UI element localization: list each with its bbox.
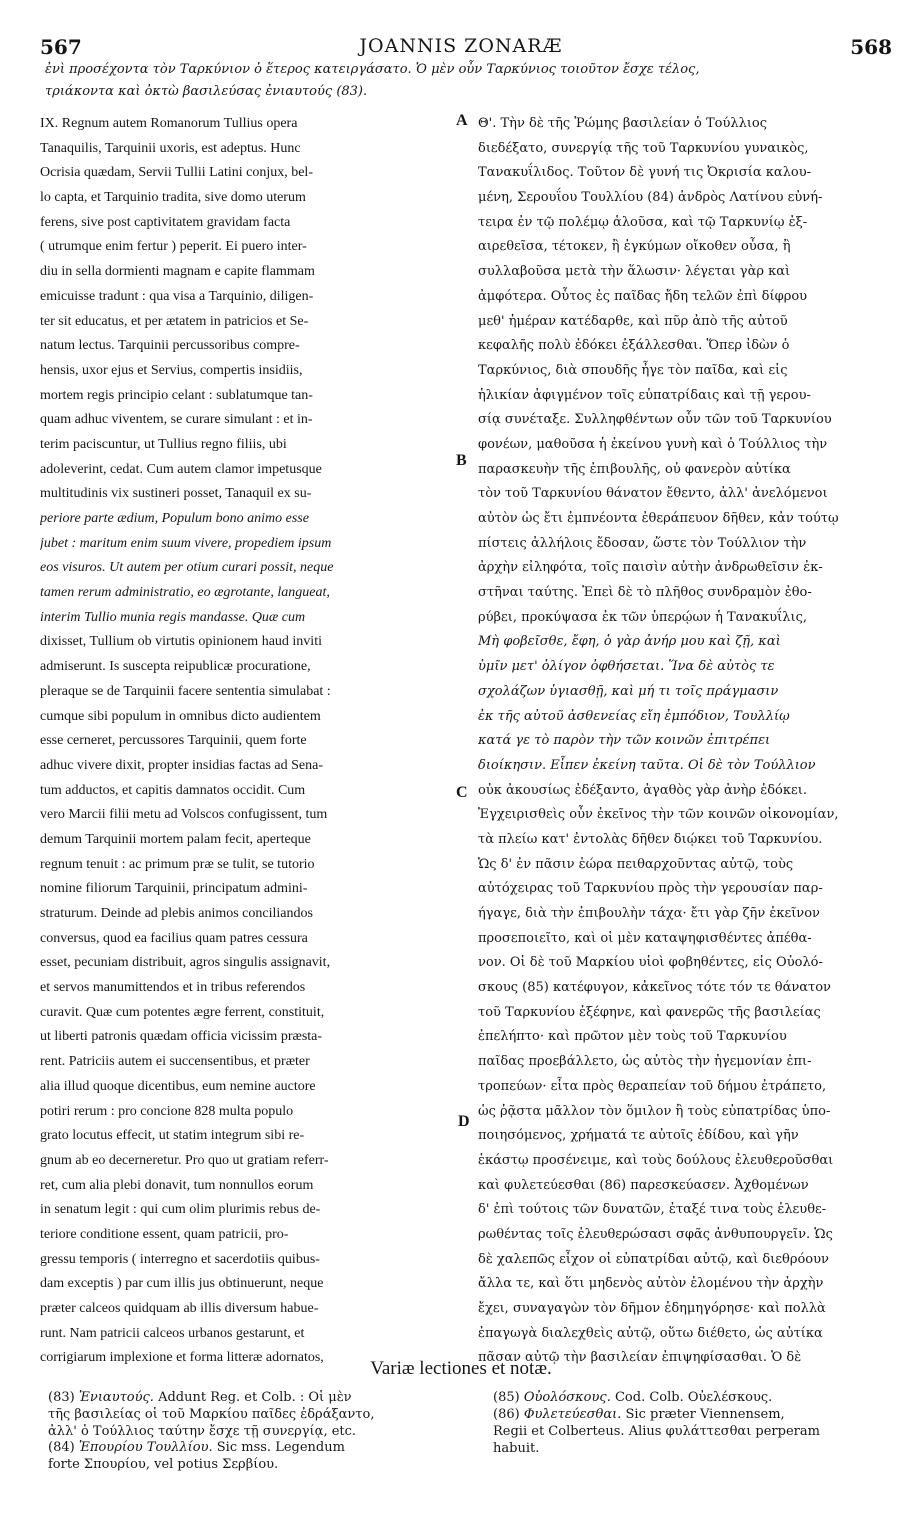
- latin-text-line: runt. Nam patricii calceos urbanos gestarunt, et: [40, 1325, 305, 1341]
- footnote-line: [48, 1389, 468, 1406]
- footnote-lemma: Ἐπουρίου Τουλλίου.: [78, 1440, 213, 1455]
- greek-text-line: ἀμφότερα. Οὗτος ἐς παῖδας ἤδη τελῶν ἐπὶ δίφρου: [478, 288, 808, 304]
- latin-text-line: adhuc vivere dixit, propter insidias factas ad Sena-: [40, 757, 324, 773]
- latin-text-line: in senatum legit : qui cum olim plurimis rebus de-: [40, 1202, 321, 1218]
- latin-text-line: quam adhuc viventem, se curare simulant : et in-: [40, 412, 313, 428]
- latin-text-line: curavit. Quæ cum potentes ægre ferrent, constituit,: [40, 1004, 325, 1020]
- greek-text-line: φονέων, μαθοῦσα ἡ ἐκείνου γυνὴ καὶ ὁ Τούλλιος τὴν: [478, 436, 828, 452]
- greek-text-line: ήγαγε, διὰ τὴν ἐπιβουλὴν τάχα· ἔτι γὰρ ζῆν ἐκεῖνον: [478, 906, 820, 921]
- greek-text-line: πᾶσαν αὐτῷ τὴν βασιλείαν ἐπιψηφίσασθαι. Ὁ δὲ: [478, 1350, 802, 1366]
- latin-text-line: tum adductos, et capitis damnatos occidit. Cum: [40, 782, 306, 798]
- footnote-ref: (86): [493, 1407, 520, 1422]
- margin-marker-b: B: [456, 452, 467, 469]
- greek-top-line: τριάκοντα καὶ ὀκτὼ βασιλεύσας ἐνιαυτούς (83).: [45, 84, 368, 99]
- latin-text-line: demum Tarquinii mortem palam fecit, aperteque: [40, 831, 311, 847]
- margin-marker-a: A: [456, 112, 468, 129]
- greek-text-line: δ' ἐπὶ τούτοις τῶν δυνατῶν, ἐταξέ τινα τοὺς ἐλευθε-: [478, 1202, 827, 1218]
- greek-text-line: Θ'. Τὴν δὲ τῆς Ῥώμης βασιλείαν ὁ Τούλλιος: [478, 116, 768, 131]
- greek-text-line: ρωθέντας τοῖς ἐλευθερώσασι σφᾶς ἀνθυπουργεῖν. Ὡς: [478, 1226, 833, 1242]
- footnote-ref: (83): [48, 1390, 75, 1405]
- greek-text-line: ὡς ῥᾷστα μᾶλλον τὸν ὅμιλον ἢ τοὺς εὐπατρίδας ὑπο-: [478, 1103, 831, 1119]
- latin-text-line: pleraque se de Tarquinii facere sententia simulabat :: [40, 683, 331, 699]
- greek-text-line: παῖδας προεβάλλετο, ὡς αὐτὸς τὴν ἡγεμονίαν ἐπι-: [478, 1054, 812, 1070]
- greek-text-line: αὐτὸν ὡς ἔτι ἐμπνέοντα ἐθεράπευον δῆθεν, κἀν τούτῳ: [478, 511, 839, 526]
- latin-text-line: dixisset, Tullium ob virtutis opinionem haud inviti: [40, 634, 322, 650]
- greek-text-line: παρασκευὴν τῆς ἐπιβουλῆς, οὐ φανερὸν αὐτίκα: [478, 461, 791, 477]
- latin-text-line: dam exceptis ) par cum illis jus obtinuerunt, neque: [40, 1276, 324, 1292]
- latin-text-line: lo capta, et Tarquinio tradita, sive domo uterum: [40, 190, 306, 206]
- greek-text-line: σίᾳ συνέταξε. Συλληφθέντων οὖν τῶν τοῦ Ταρκυνίου: [478, 412, 832, 428]
- greek-text-line: ρύβει, προκύψασα ἐκ τῶν ὑπερῴων ἡ Τανακυΐλις,: [478, 609, 808, 625]
- footnote-ref: (84): [48, 1440, 75, 1455]
- footnote-text: Sic præter Viennensem,: [625, 1407, 785, 1422]
- greek-text-line: Μὴ φοβεῖσθε, ἔφη, ὁ γὰρ ἀνήρ μου καὶ ζῇ, καὶ: [478, 634, 781, 650]
- latin-text-line: multitudinis vix sustineri posset, Tanaquil ex su-: [40, 486, 312, 502]
- latin-text-line: Tanaquilis, Tarquinii uxoris, est adeptus. Hunc: [40, 140, 301, 156]
- footnote-line: [493, 1389, 903, 1406]
- footnote-line: forte Σπουρίου, vel potius Σερβίου.: [48, 1457, 279, 1472]
- footnote-text: Cod. Colb. Οὐελέσκους.: [614, 1390, 773, 1405]
- greek-text-line: δὲ χαλεπῶς εἶχον οἱ εὐπατρίδαι αὐτῷ, καὶ διεθρόουν: [478, 1251, 829, 1267]
- greek-text-line: αιρεθεῖσα, τέτοκεν, ἢ ἐγκύμων οἴκοθεν οὖσα, ἢ: [478, 239, 791, 255]
- greek-text-line: ἔχει, συναγαγὼν τὸν δῆμον ἐδημηγόρησε· καὶ πολλὰ: [478, 1301, 826, 1316]
- greek-text-line: ποιησόμενος, χρήματά τε αὐτοῖς ἐδίδου, καὶ γῆν: [478, 1128, 799, 1144]
- latin-text-line: jubet : maritum enim suum vivere, propediem ipsum: [40, 535, 332, 551]
- greek-text-line: ὑμῖν μετ' ὀλίγον ὀφθήσεται. Ἵνα δὲ αὐτὸς τε: [478, 659, 775, 675]
- latin-text-line: regnum tenuit : ac primum præ se tulit, se tutorio: [40, 856, 315, 872]
- footnote-83: [48, 1389, 468, 1440]
- latin-column: [40, 112, 452, 1371]
- latin-text-line: ut liberti patronis quædam officia vicissim præsta-: [40, 1029, 323, 1045]
- footnote-text: Sic mss. Legendum: [216, 1440, 345, 1455]
- latin-text-line: corrigiarum implexione et forma litteræ adornatos,: [40, 1350, 324, 1366]
- latin-text-line: natum lectus. Tarquinii percussoribus compre-: [40, 338, 300, 354]
- footnote-text: Addunt Reg. et Colb. : Οἱ μὲν: [158, 1390, 352, 1405]
- footnote-line: ἀλλ' ὁ Τούλλιος ταύτην ἔσχε τῇ συνεργίᾳ, etc.: [48, 1424, 357, 1439]
- greek-column: [478, 112, 898, 1371]
- greek-text-line: προσεποιεῖτο, καὶ οἱ μὲν καταψηφισθέντες ἀπέθα-: [478, 930, 812, 946]
- page-number-right: 568: [850, 35, 892, 59]
- greek-text-line: τροπεύων· εἶτα πρὸς θεραπείαν τοῦ δήμου ἐτράπετο,: [478, 1078, 827, 1094]
- latin-text-line: tamen rerum administratio, eo ægrotante, langueat,: [40, 585, 330, 601]
- latin-text-line: mortem regis principio celant : sublatumque tan-: [40, 387, 313, 403]
- greek-text-line: μένη, Σερουΐου Τουλλίου (84) ἀνδρὸς Λατίνου εὐνή-: [478, 190, 823, 206]
- latin-text-line: gressu temporis ( interregno et sacerdotiis quibus-: [40, 1251, 320, 1267]
- latin-text-line: cumque sibi populum in omnibus dicto audientem: [40, 708, 321, 724]
- margin-marker-d: D: [458, 1113, 470, 1130]
- greek-text-line: στῆναι ταύτης. Ἐπεὶ δὲ τὸ πλῆθος συνδραμὸν ἐθο-: [478, 585, 812, 601]
- greek-text-line: τοῦ Ταρκυνίου ἐξέφηνε, καὶ φανερῶς τῆς βασιλείας: [478, 1004, 821, 1020]
- greek-text-line: ἄλλα τε, καὶ ὅτι μηδενὸς αὐτὸν ἑλομένου τὴν ἀρχὴν: [478, 1276, 824, 1292]
- greek-text-line: Τανακυΐλιδος. Τοῦτον δὲ γυνή τις Ὀκρισία καλου-: [478, 165, 812, 181]
- greek-text-line: ἡλικίαν ἀφιγμένον τοῖς εὐπατρίδαις καὶ τῇ γερου-: [478, 387, 811, 403]
- greek-text-line: μεθ' ἡμέραν κατέδαρθε, καὶ πῦρ ἀπὸ τῆς αὐτοῦ: [478, 313, 788, 329]
- greek-text-line: πίστεις ἀλλήλοις ἔδοσαν, ὥστε τὸν Τούλλιον τὴν: [478, 535, 807, 551]
- latin-text-line: interim Tullio munia regis mandasse. Quæ cum: [40, 609, 306, 625]
- greek-text-line: σκους (85) κατέφυγον, κἀκεῖνος τότε τόν τε θάνατον: [478, 980, 831, 996]
- latin-text-line: præter calceos quidquam ab illis diversum habue-: [40, 1301, 319, 1316]
- latin-text-line: ( utrumque enim fertur ) peperit. Ei puero inter-: [40, 239, 307, 255]
- greek-text-line: ἀρχὴν εἰληφότα, τοῖς παισὶν αὐτὴν ἀνδρωθεῖσιν ἐκ-: [478, 560, 823, 576]
- latin-text-line: hensis, uxor ejus et Servius, compertis insidiis,: [40, 362, 303, 378]
- running-title: JOANNIS ZONARÆ: [359, 35, 563, 57]
- footnote-line: Regii et Colberteus. Alius φυλάττεσθαι perperam: [493, 1424, 820, 1439]
- latin-text-line: potiri rerum : pro concione 828 multa populo: [40, 1103, 294, 1119]
- footnote-lemma: Οὐολόσκους.: [523, 1390, 611, 1405]
- latin-text-line: nomine filiorum Tarquinii, principatum admini-: [40, 881, 308, 897]
- greek-text-line: συλλαβοῦσα μετὰ τὴν ἅλωσιν· λέγεται γὰρ καὶ: [478, 264, 791, 280]
- footnote-line: [48, 1439, 468, 1456]
- latin-text-line: gnum ab eo decerneretur. Pro quo ut gratiam referr-: [40, 1152, 329, 1168]
- latin-text-line: grato locutus effecit, ut statim integrum sibi re-: [40, 1128, 305, 1144]
- greek-text-line: κεφαλῆς πολὺ ἐδόκει ἐξάλλεσθαι. Ὅπερ ἰδὼν ὁ: [478, 338, 790, 354]
- latin-text-line: ter sit educatus, et per ætatem in patricios et Se-: [40, 313, 309, 329]
- footnote-84: [48, 1439, 468, 1473]
- greek-text-line: κατά γε τὸ παρὸν τὴν τῶν κοινῶν ἐπιτρέπει: [478, 733, 771, 749]
- notes-heading: Variæ lectiones et notæ.: [370, 1358, 552, 1379]
- latin-text-line: esset, pecuniam distribuit, agros singulis assignavit,: [40, 955, 331, 971]
- footnote-line: [493, 1406, 903, 1423]
- greek-text-line: διοίκησιν. Εἶπεν ἐκείνη ταῦτα. Οἱ δὲ τὸν Τούλλιον: [478, 757, 816, 773]
- latin-text-line: eos visuros. Ut autem per otium curari possit, neque: [40, 560, 334, 576]
- latin-text-line: rent. Patriciis autem ei succensentibus, et præter: [40, 1054, 310, 1070]
- footnote-lemma: Ἐνιαυτούς.: [78, 1390, 154, 1405]
- greek-text-line: ἑκάστῳ προσένειμε, καὶ τοὺς δούλους ἐλευθεροῦσθαι: [478, 1152, 834, 1168]
- margin-marker-c: C: [456, 784, 468, 801]
- greek-text-line: νον. Οἱ δὲ τοῦ Μαρκίου υἱοὶ φοβηθέντες, εἰς Οὐολό-: [478, 955, 823, 971]
- latin-text-line: esse cerneret, percussores Tarquinii, quem forte: [40, 733, 307, 749]
- latin-text-line: conversus, quod ea facilius quam patres cessura: [40, 930, 308, 946]
- footnote-ref: (85): [493, 1390, 520, 1405]
- latin-text-line: ret, cum alia plebi donavit, tum nonnullos eorum: [40, 1177, 314, 1193]
- latin-text-line: et servos manumittendos et in tribus referendos: [40, 980, 306, 996]
- latin-text-line: terim paciscuntur, ut Tullius regno filiis, ubi: [40, 436, 287, 452]
- footnote-85: [493, 1389, 903, 1406]
- greek-text-line: τὸν τοῦ Ταρκυνίου θάνατον ἔθεντο, ἀλλ' ἀνελόμενοι: [478, 486, 828, 502]
- page-number-left: 567: [40, 35, 82, 59]
- latin-text-line: diu in sella dormienti magnam e capite flammam: [40, 264, 315, 280]
- latin-text-line: Ocrisia quædam, Servii Tullii Latini conjux, bel-: [40, 165, 313, 181]
- greek-text-line: τὰ πλείω κατ' ἐντολὰς δῆθεν διῴκει τοῦ Ταρκυνίου.: [478, 831, 823, 847]
- latin-text-line: emicuisse tradunt : qua visa a Tarquinio, diligen-: [40, 288, 314, 304]
- greek-text-line: καὶ φυλετεύεσθαι (86) παρεσκεύασεν. Ἀχθομένων: [478, 1177, 809, 1193]
- latin-text-line: ferens, sive post captivitatem gravidam facta: [40, 214, 291, 230]
- latin-text-line: teriore conditione essent, quam patricii, pro-: [40, 1226, 289, 1242]
- greek-text-line: διεδέξατο, συνεργίᾳ τῆς τοῦ Ταρκυνίου γυναικὸς,: [478, 140, 809, 156]
- footnote-line: habuit.: [493, 1441, 540, 1456]
- footnote-line: τῆς βασιλείας οἱ τοῦ Μαρκίου παῖδες ἐδράξαντο,: [48, 1407, 375, 1422]
- latin-text-line: straturum. Deinde ad plebis animos conciliandos: [40, 906, 313, 921]
- latin-text-line: admiserunt. Is suscepta reipublicæ procuratione,: [40, 659, 311, 675]
- greek-text-line: αὐτόχειρας τοῦ Ταρκυνίου πρὸς τὴν γερουσίαν παρ-: [478, 881, 823, 897]
- footnote-lemma: Φυλετεύεσθαι.: [523, 1407, 622, 1422]
- latin-text-line: vero Marcii filii metu ad Volscos confugissent, tum: [40, 807, 328, 823]
- latin-text-line: alia illud quoque dicentibus, eum nemine auctore: [40, 1078, 316, 1094]
- latin-text-line: adoleverint, cedat. Cum autem clamor impetusque: [40, 461, 322, 477]
- greek-text-line: ἐπαγωγὰ διαλεχθεὶς αὐτῷ, οὕτω διέθετο, ὡς αὐτίκα: [478, 1325, 823, 1341]
- greek-text-line: Ἐγχειρισθεὶς οὖν ἐκεῖνος τὴν τῶν κοινῶν οἰκονομίαν,: [478, 807, 839, 823]
- greek-text-line: Ταρκύνιος, διὰ σπουδῆς ἦγε τὸν παῖδα, καὶ εἰς: [478, 362, 788, 378]
- greek-top-line: ἐνὶ προσέχοντα τὸν Ταρκύνιον ὁ ἕτερος κατειργάσατο. Ὁ μὲν οὖν Ταρκύνιος τοιοῦτον ἔσχε τέλος,: [45, 62, 700, 77]
- greek-text-line: τειρα ἐν τῷ πολέμῳ ἁλοῦσα, καὶ τῷ Ταρκυνίῳ ἐξ-: [478, 214, 808, 230]
- greek-text-line: οὐκ ἀκουσίως ἐδέξαντο, ἀγαθὸς γὰρ ἀνὴρ ἐδόκει.: [478, 782, 807, 798]
- latin-text-line: periore parte ædium, Populum bono animo esse: [40, 511, 309, 526]
- greek-text-line: ἐπελήπτο· καὶ πρῶτον μὲν τοὺς τοῦ Ταρκυνίου: [478, 1029, 787, 1045]
- footnote-86: [493, 1406, 903, 1457]
- latin-text-line: IX. Regnum autem Romanorum Tullius opera: [40, 116, 298, 131]
- greek-text-line: Ὡς δ' ἐν πᾶσιν ἑώρα πειθαρχοῦντας αὐτῷ, τοὺς: [478, 856, 794, 872]
- greek-text-line: σχολάζων ὑγιασθῇ, καὶ μή τι τοῖς πράγμασιν: [478, 683, 779, 699]
- greek-text-line: ἐκ τῆς αὐτοῦ ἀσθενείας εἴη ἐμπόδιον, Τουλλίῳ: [478, 708, 790, 724]
